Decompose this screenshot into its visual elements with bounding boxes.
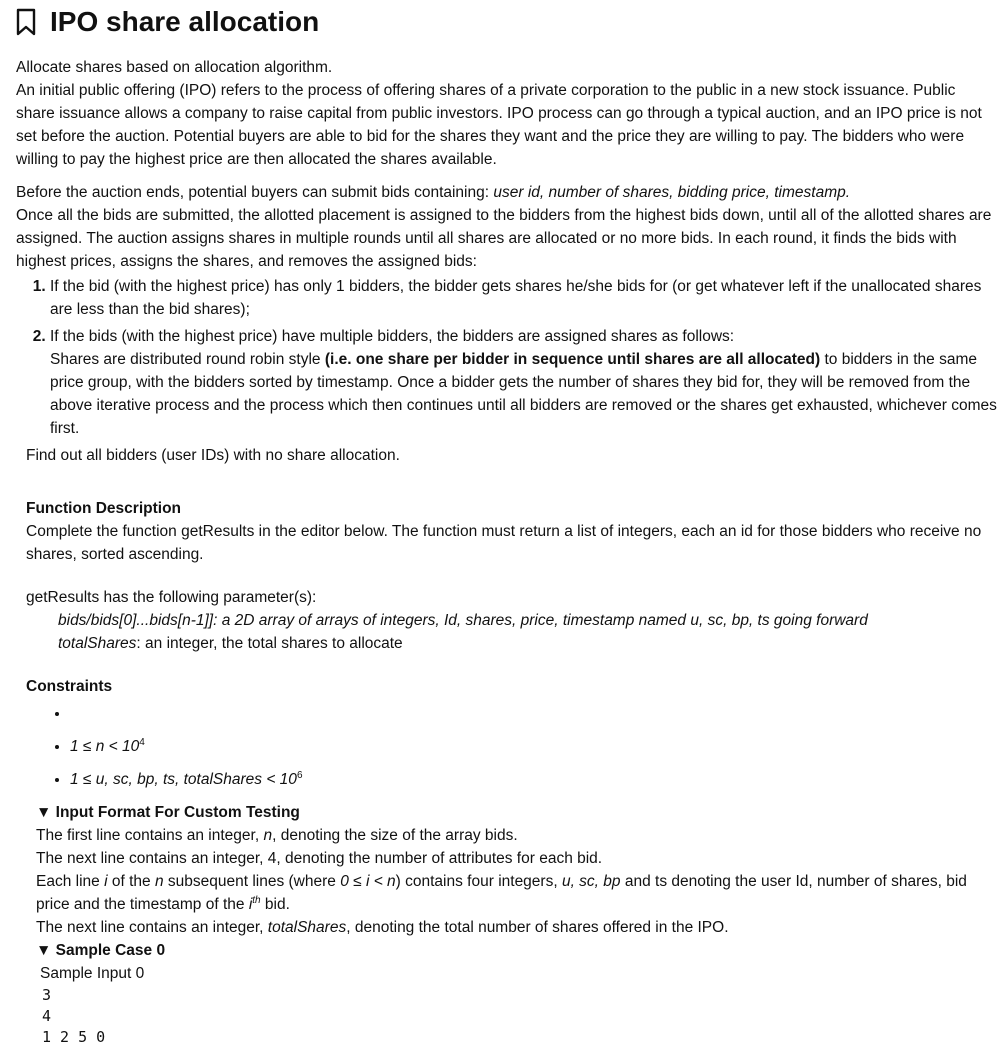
sample-input-line: 1 2 5 0 <box>42 1028 106 1046</box>
constraints <box>16 675 998 791</box>
intro-paragraph: An initial public offering (IPO) refers to the process of offering shares of a private corporation to the public in a new stock issuance. Public share issuance allows a company to raise capital from public investors. IPO process can go through a typical auction, and an IPO price is not set before the auction. Potential buyers are able to bid for the shares they want and the price they are willing to pay. The bidders who were willing to pay the highest price are then allocated the shares available. <box>16 82 982 168</box>
allocation-steps <box>16 275 998 440</box>
input-line: The next line contains an integer, totalShares, denoting the total number of shares offered in the IPO. <box>36 919 729 936</box>
constraint-item <box>70 702 998 725</box>
constraints-list <box>26 702 998 791</box>
step-item: 2. If the bids (with the highest price) have multiple bidders, the bidders are assigned shares as follows: Shares are distributed round robin style (i.e. one share per bidder in sequence until shares are all allocated) to bidders in the same price group, with the bidders sorted by timestamp. Once a bidder gets the number of shares they bid for, they will be removed from the above iterative process and the process which then continues until all bidders are removed or the shares get exhausted, whichever comes first. <box>50 325 998 440</box>
constraint-item: • 1 ≤ u, sc, bp, ts, totalShares < $10^6$ <box>70 768 998 791</box>
intro-summary: Allocate shares based on allocation algorithm. <box>16 59 333 76</box>
function-description-heading: Function Description <box>26 500 181 517</box>
page-title: IPO share allocation <box>50 6 320 37</box>
input-line: Each line i of the n subsequent lines (where 0 ≤ i < n) contains four integers, u, sc, bp and ts denoting the user Id, number of shares, bid price and the timestamp of the $i^{th}$ bid. <box>36 873 967 913</box>
constraints-heading: Constraints <box>26 678 113 695</box>
input-line: The next line contains an integer, 4, denoting the number of attributes for each bid. <box>36 850 603 867</box>
find-out-text: Find out all bidders (user IDs) with no share allocation. <box>26 447 400 464</box>
input-format-section <box>16 801 998 1048</box>
sample-input-label: Sample Input 0 <box>40 965 145 982</box>
allocation-paragraph: Once all the bids are submitted, the allotted placement is assigned to the bidders from the highest bids down, until all of the allotted shares are assigned. The auction assigns shares in multiple rounds until all shares are allocated or no more bids. In each round, it finds the bids with highest prices, assigns the shares, and removes the assigned bids: <box>16 207 992 270</box>
parameters-intro: getResults has the following parameter(s): <box>26 589 317 606</box>
bids-description: Before the auction ends, potential buyers can submit bids containing: user id, number of shares, bidding price, timestamp. <box>16 184 851 201</box>
constraint-item: • $1 \le n < 10^4$ <box>70 735 998 758</box>
parameters <box>16 586 998 655</box>
sample-case-toggle[interactable]: ▼ Sample Case 0 <box>36 942 166 959</box>
sample-input-line: 4 <box>42 1007 52 1025</box>
param-total-shares: totalShares: an integer, the total shares to allocate <box>58 635 403 652</box>
input-format-toggle[interactable]: ▼ Input Format For Custom Testing <box>36 804 300 821</box>
step-item: 1. If the bid (with the highest price) has only 1 bidders, the bidder gets shares he/she bids for (or get whatever left if the unallocated shares are less than the bid shares); <box>50 275 998 321</box>
function-description-text: Complete the function getResults in the editor below. The function must return a list of integers, each an id for those bidders who receive no shares, sorted ascending. <box>26 523 982 563</box>
bookmark-icon[interactable] <box>14 7 38 37</box>
problem-statement <box>16 56 998 1048</box>
input-line: The first line contains an integer, n, denoting the size of the array bids. <box>36 827 518 844</box>
function-description <box>16 497 998 566</box>
param-bids: bids/bids[0]...bids[n-1]]: a 2D array of arrays of integers, Id, shares, price, timestamp named u, sc, bp, ts going forward <box>58 612 868 629</box>
round-robin-note: (i.e. one share per bidder in sequence until shares are all allocated) <box>324 351 821 368</box>
sample-input-block <box>36 985 998 1048</box>
sample-input-line: 3 <box>42 986 52 1004</box>
title-row <box>14 4 319 40</box>
bid-fields: user id, number of shares, bidding price, timestamp. <box>493 184 851 201</box>
